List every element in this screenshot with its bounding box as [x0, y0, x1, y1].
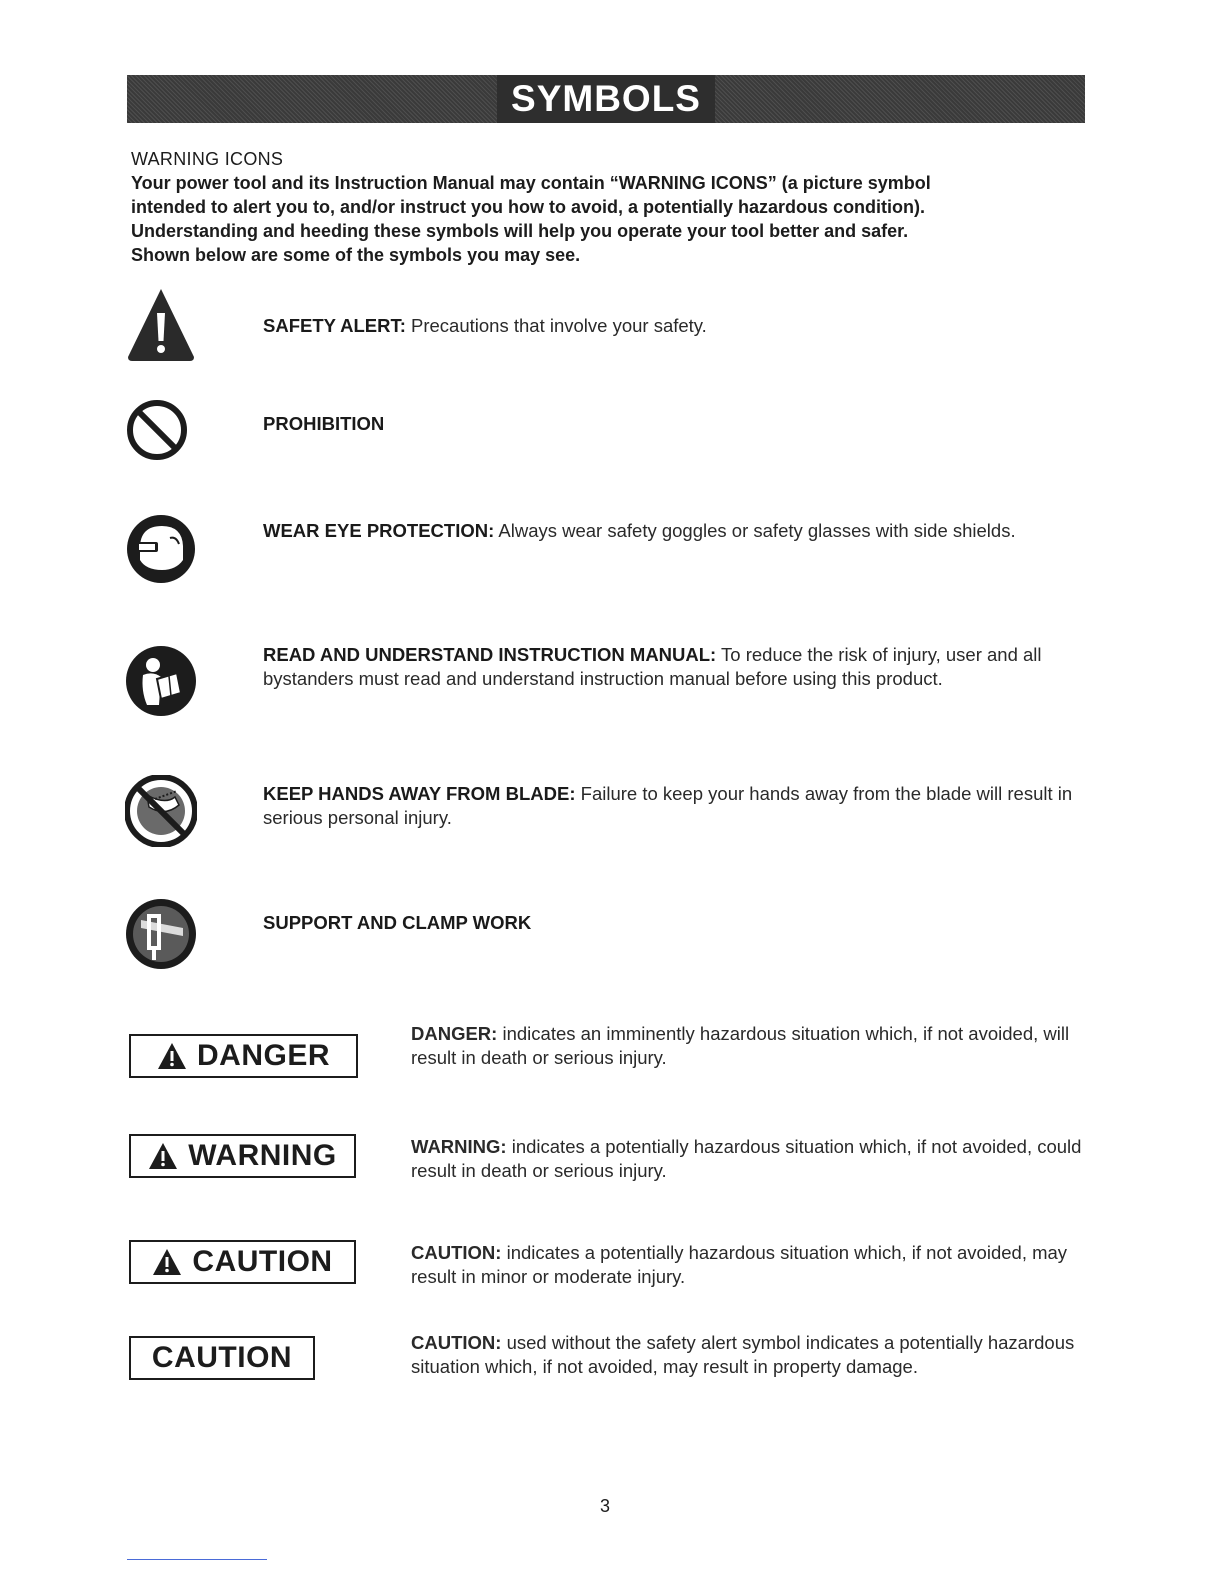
signal-row-warning	[411, 1135, 1091, 1183]
prohibition-icon	[125, 398, 189, 462]
page-title: SYMBOLS	[497, 75, 715, 123]
symbol-term: READ AND UNDERSTAND INSTRUCTION MANUAL:	[263, 644, 717, 665]
hands-away-icon	[125, 775, 197, 847]
intro-section	[131, 148, 1091, 267]
signal-word: CAUTION	[192, 1245, 333, 1278]
safety-alert-icon	[157, 1042, 187, 1070]
signal-term: DANGER:	[411, 1023, 498, 1044]
signal-row-caution-alert	[411, 1241, 1091, 1289]
symbol-description: Precautions that involve your safety.	[405, 315, 707, 336]
signal-row-danger	[411, 1022, 1091, 1070]
safety-alert-icon	[148, 1142, 178, 1170]
intro-line: intended to alert you to, and/or instruct you how to avoid, a potentially hazardous condition).	[131, 197, 926, 217]
safety-alert-icon	[126, 287, 196, 363]
safety-alert-icon	[152, 1248, 182, 1276]
symbol-term: KEEP HANDS AWAY FROM BLADE:	[263, 783, 576, 804]
caution-alert-label	[129, 1240, 356, 1284]
page-number: 3	[599, 1496, 610, 1516]
symbol-row-eye-protection	[263, 519, 1083, 543]
footer-rule	[127, 1559, 267, 1560]
signal-description: indicates an imminently hazardous situation which, if not avoided, will result in death or serious injury.	[411, 1023, 1070, 1068]
signal-term: WARNING:	[411, 1136, 507, 1157]
symbol-term: SUPPORT AND CLAMP WORK	[263, 912, 532, 933]
symbol-description: Failure to keep your hands away from the blade will result in serious personal injury.	[263, 783, 1073, 828]
symbol-row-hands-away	[263, 782, 1083, 830]
intro-line: Your power tool and its Instruction Manual may contain “WARNING ICONS” (a picture symbol	[131, 173, 931, 193]
signal-term: CAUTION:	[411, 1332, 502, 1353]
symbol-description: Always wear safety goggles or safety glasses with side shields.	[494, 520, 1016, 541]
intro-heading: WARNING ICONS	[131, 149, 284, 169]
symbol-description: To reduce the risk of injury, user and all bystanders must read and understand instruction manual before using this product.	[263, 644, 1042, 689]
signal-description: used without the safety alert symbol indicates a potentially hazardous situation which, if not avoided, may result in property damage.	[411, 1332, 1075, 1377]
danger-label	[129, 1034, 358, 1078]
signal-word: DANGER	[196, 1039, 330, 1072]
symbol-term: WEAR EYE PROTECTION:	[263, 520, 495, 541]
symbol-term: PROHIBITION	[263, 413, 385, 434]
signal-word: CAUTION	[151, 1341, 293, 1374]
symbol-row-read-manual	[263, 643, 1083, 691]
clamp-work-icon	[125, 898, 197, 970]
symbols-banner	[127, 75, 1085, 123]
warning-label	[129, 1134, 356, 1178]
signal-description: indicates a potentially hazardous situation which, if not avoided, may result in minor or moderate injury.	[411, 1242, 1068, 1287]
signal-description: indicates a potentially hazardous situation which, if not avoided, could result in death or serious injury.	[411, 1136, 1082, 1181]
signal-word: WARNING	[188, 1139, 337, 1172]
symbol-row-safety-alert	[263, 314, 1083, 338]
signal-row-caution	[411, 1331, 1091, 1379]
intro-line: Shown below are some of the symbols you may see.	[131, 245, 581, 265]
signal-term: CAUTION:	[411, 1242, 502, 1263]
intro-paragraph	[131, 171, 1091, 267]
symbol-row-prohibition	[263, 412, 1083, 436]
symbol-row-clamp-work	[263, 911, 1083, 935]
eye-protection-icon	[126, 514, 196, 584]
intro-line: Understanding and heeding these symbols will help you operate your tool better and safer.	[131, 221, 909, 241]
read-manual-icon	[125, 645, 197, 717]
symbol-term: SAFETY ALERT:	[263, 315, 406, 336]
caution-label	[129, 1336, 315, 1380]
